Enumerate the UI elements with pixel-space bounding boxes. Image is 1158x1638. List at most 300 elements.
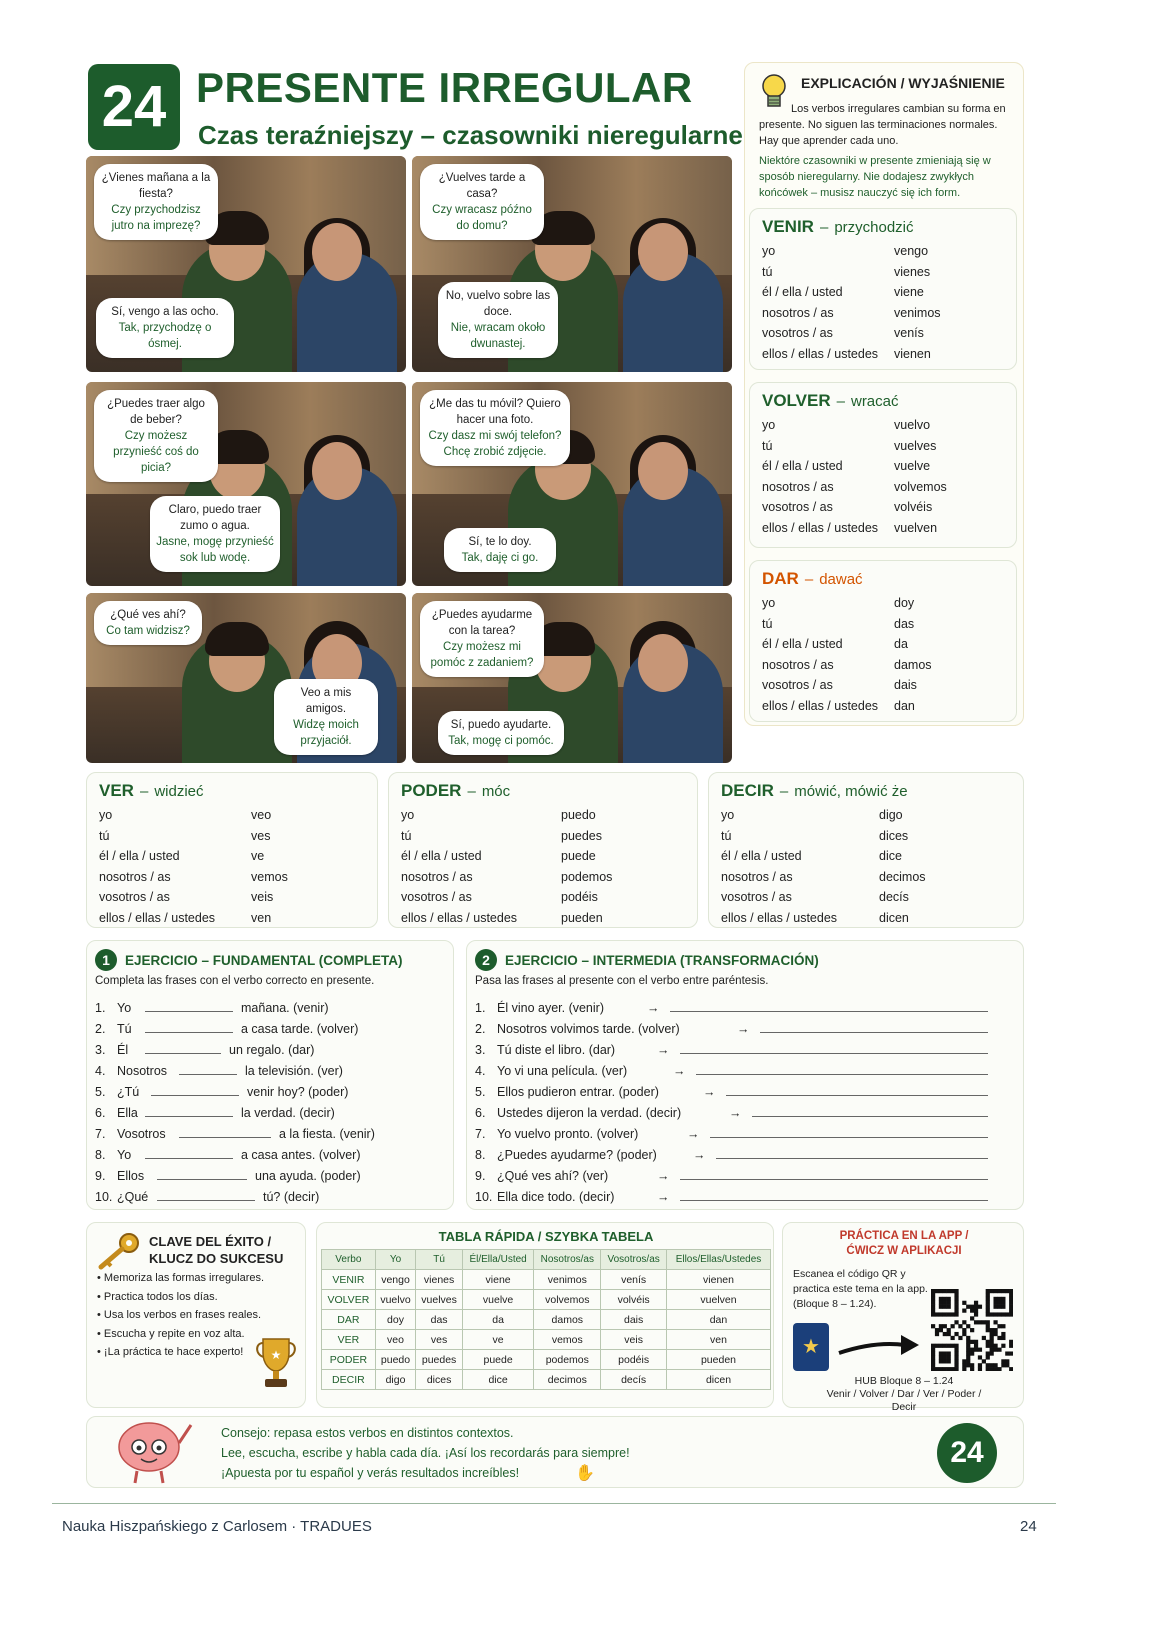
verb-translation: przychodzić (834, 219, 914, 236)
answer-blank[interactable] (680, 1191, 988, 1201)
trophy-icon (253, 1335, 299, 1391)
speech-bubble-answer (274, 679, 378, 755)
key-icon (95, 1231, 141, 1271)
quick-table-cell: vienes (416, 1270, 463, 1290)
quick-table-cell: decimos (534, 1370, 601, 1390)
quick-table-cell: vuelven (666, 1290, 770, 1310)
quick-table-cell: das (416, 1310, 463, 1330)
exercise-2-item (475, 1148, 988, 1162)
bubble-es-text: Claro, puedo traer zumo o agua. (168, 504, 262, 532)
item-number: 2. (475, 1022, 486, 1036)
quick-table-cell: vengo (375, 1270, 416, 1290)
quick-table-header: Él/Ella/Usted (462, 1250, 533, 1270)
quick-table-cell: venís (601, 1270, 667, 1290)
speech-bubble-question (94, 601, 202, 645)
form-column (561, 805, 612, 928)
girl-head (312, 442, 362, 500)
bubble-pl-text: Nie, wracam około dwunastej. (450, 322, 546, 350)
person-column (401, 805, 517, 928)
bubble-es-text: Sí, puedo ayudarte. (450, 719, 552, 731)
item-rest: a casa tarde. (volver) (241, 1022, 359, 1036)
comic-panel (86, 593, 406, 763)
item-number: 3. (475, 1043, 486, 1057)
quick-table-cell: vuelve (462, 1290, 533, 1310)
exercise-1-item (95, 1043, 314, 1057)
quick-table-cell: vuelves (416, 1290, 463, 1310)
item-sentence: ¿Qué ves ahí? (ver) (497, 1169, 609, 1183)
footer-left: Nauka Hiszpańskiego z Carlosem · TRADUES (62, 1518, 372, 1535)
quick-table-cell: veis (601, 1330, 667, 1350)
item-subject: Él (117, 1043, 129, 1057)
exercise-2-item (475, 1022, 988, 1036)
exercise-2-item (475, 1001, 988, 1015)
page-title: PRESENTE IRREGULAR (196, 64, 693, 111)
person-label: yo (762, 244, 776, 258)
item-number: 7. (95, 1127, 106, 1141)
answer-blank[interactable] (145, 1107, 233, 1117)
item-sentence: Nosotros volvimos tarde. (volver) (497, 1022, 680, 1036)
quick-table-cell: pueden (666, 1350, 770, 1370)
verb-heading (762, 569, 863, 589)
person-label: ellos / ellas / ustedes (99, 910, 216, 925)
person-label: él / ella / usted (762, 637, 843, 651)
verb-form: dice (879, 849, 902, 863)
verb-form: volvéis (894, 500, 933, 514)
form-column (894, 415, 947, 538)
quick-table-cell: dicen (666, 1370, 770, 1390)
item-number: 8. (475, 1148, 486, 1162)
quick-table-cell: decís (601, 1370, 667, 1390)
verb-dash: – (139, 783, 149, 800)
comic-panel (86, 382, 406, 586)
verb-translation: dawać (819, 571, 863, 588)
quick-table-row (322, 1290, 771, 1310)
verb-form: pueden (561, 910, 603, 925)
verb-form: puedo (561, 808, 596, 822)
item-number: 10. (475, 1190, 493, 1204)
person-label: vosotros / as (721, 890, 792, 904)
quick-table-row (322, 1310, 771, 1330)
verb-form: vienes (894, 264, 931, 279)
exercise-2-item (475, 1169, 988, 1183)
verb-card-venir (749, 208, 1017, 370)
bubble-es-text: ¿Vienes mañana a la fiesta? (101, 172, 211, 200)
verb-card-ver (86, 772, 378, 928)
form-column (879, 805, 926, 928)
verb-dash: – (836, 393, 845, 410)
bubble-es-text: Sí, vengo a las ocho. (111, 306, 219, 318)
person-label: él / ella / usted (721, 849, 802, 863)
item-number: 10. (95, 1190, 113, 1204)
quick-table-cell: da (462, 1310, 533, 1330)
item-number: 3. (95, 1043, 106, 1057)
item-subject: ¿Tú (117, 1085, 140, 1099)
item-number: 8. (95, 1148, 106, 1162)
person-label: tú (762, 264, 773, 279)
tip-banner (86, 1416, 1024, 1488)
bubble-pl-text: Czy możesz mi pomóc z zadaniem? (430, 641, 534, 669)
verb-form: das (894, 616, 915, 631)
exercise-1-item (95, 1085, 348, 1099)
exercise-2-card (466, 940, 1024, 1210)
person-label: yo (99, 808, 113, 822)
quick-table-cell: puedes (416, 1350, 463, 1370)
person-label: él / ella / usted (762, 285, 843, 299)
bubble-pl-text: Tak, mogę ci pomóc. (448, 735, 554, 747)
quick-table-cell: damos (534, 1310, 601, 1330)
answer-blank[interactable] (145, 1002, 233, 1012)
item-sentence: Ellos pudieron entrar. (poder) (497, 1085, 659, 1099)
success-title-es: CLAVE DEL ÉXITO / (149, 1234, 272, 1249)
verb-heading (762, 391, 899, 411)
answer-blank[interactable] (680, 1044, 988, 1054)
bubble-es-text: No, vuelvo sobre las doce. (445, 290, 551, 318)
answer-blank[interactable] (145, 1044, 221, 1054)
item-sentence: Ella dice todo. (decir) (497, 1190, 615, 1204)
verb-form: puedes (561, 828, 603, 843)
arrow-icon (835, 1331, 921, 1361)
item-number: 6. (95, 1106, 106, 1120)
exercise-1-item (95, 1190, 319, 1204)
item-rest: tú? (decir) (263, 1190, 320, 1204)
verb-form: veis (251, 890, 274, 904)
exercise-1-item (95, 1127, 375, 1141)
exercise-1-card (86, 940, 454, 1210)
quick-table-cell: puede (462, 1350, 533, 1370)
person-label: nosotros / as (401, 869, 473, 884)
item-number: 9. (95, 1169, 106, 1183)
person-label: tú (762, 616, 773, 631)
app-card (782, 1222, 1024, 1413)
app-text: Escanea el código QR y practica este tema en la app. (Bloque 8 – 1.24). (793, 1268, 928, 1310)
verb-form: puede (561, 849, 596, 863)
speech-bubble-question (420, 390, 570, 466)
success-tip: • Usa los verbos en frases reales. (97, 1306, 297, 1325)
item-number: 7. (475, 1127, 486, 1141)
arrow-icon: → (657, 1190, 670, 1204)
item-sentence: Él vino ayer. (venir) (497, 1001, 604, 1015)
exercise-2-item (475, 1043, 988, 1057)
person-label: ellos / ellas / ustedes (762, 520, 879, 535)
item-subject: Tú (117, 1022, 132, 1036)
quick-table-cell: vuelvo (375, 1290, 416, 1310)
verb-form: vienen (894, 346, 931, 361)
verb-form: vengo (894, 244, 929, 258)
success-tip: • Escucha y repite en voz alta. (97, 1325, 297, 1344)
item-sentence: Ustedes dijeron la verdad. (decir) (497, 1106, 682, 1120)
verb-form: digo (879, 808, 903, 822)
verb-name: DECIR (721, 781, 774, 800)
bubble-es-text: ¿Qué ves ahí? (110, 609, 186, 621)
quick-table-cell: dan (666, 1310, 770, 1330)
quick-table-header: Nosotros/as (534, 1250, 601, 1270)
svg-text:★: ★ (270, 1348, 282, 1362)
item-subject: Yo (117, 1148, 132, 1162)
person-label: vosotros / as (401, 890, 472, 904)
quick-table-cell: DAR (322, 1310, 376, 1330)
quick-table-cell: vemos (534, 1330, 601, 1350)
person-label: nosotros / as (762, 479, 834, 494)
item-number: 1. (95, 1001, 106, 1015)
verb-card-volver (749, 382, 1017, 548)
answer-blank[interactable] (710, 1128, 988, 1138)
quick-table-cell: PODER (322, 1350, 376, 1370)
verb-name: PODER (401, 781, 462, 800)
item-number: 1. (475, 1001, 486, 1015)
answer-blank[interactable] (157, 1170, 247, 1180)
quick-table-cell: venimos (534, 1270, 601, 1290)
verb-form: vemos (251, 869, 288, 884)
item-rest: mañana. (venir) (241, 1001, 329, 1015)
bubble-pl-text: Czy przychodzisz jutro na imprezę? (111, 204, 201, 232)
verb-form: veo (251, 808, 272, 822)
verb-form: dais (894, 678, 917, 692)
verb-heading (762, 217, 914, 237)
verb-form: dan (894, 698, 915, 713)
quick-table-cell: podéis (601, 1350, 667, 1370)
item-subject: ¿Qué (117, 1190, 149, 1204)
speech-bubble-answer (444, 528, 556, 572)
person-label: tú (721, 828, 732, 843)
person-label: vosotros / as (762, 500, 833, 514)
lesson-number-badge: 24 (88, 64, 180, 150)
tip-line-1: Consejo: repasa estos verbos en distintos contextos. (221, 1426, 514, 1440)
bubble-es-text: ¿Vuelves tarde a casa? (438, 172, 526, 200)
verb-card-dar (749, 560, 1017, 722)
person-label: nosotros / as (99, 869, 171, 884)
exercise-2-number: 2 (475, 949, 497, 971)
quick-table-cell: VER (322, 1330, 376, 1350)
verb-name: DAR (762, 569, 799, 588)
answer-blank[interactable] (726, 1086, 988, 1096)
footer-divider (52, 1503, 1056, 1504)
success-tip: • Memoriza las formas irregulares. (97, 1269, 297, 1288)
person-column (99, 805, 215, 928)
item-number: 5. (475, 1085, 486, 1099)
person-column (762, 593, 878, 716)
item-number: 9. (475, 1169, 486, 1183)
exercise-1-item (95, 1106, 335, 1120)
person-label: tú (99, 828, 110, 843)
exercise-1-item (95, 1022, 358, 1036)
tip-line-2: Lee, escucha, escribe y habla cada día. ¡Así los recordarás para siempre! (221, 1446, 630, 1460)
answer-blank[interactable] (179, 1128, 271, 1138)
answer-blank[interactable] (179, 1065, 237, 1075)
exercise-2-instruction: Pasa las frases al presente con el verbo entre paréntesis. (475, 975, 769, 987)
bubble-es-text: ¿Puedes traer algo de beber? (107, 398, 205, 426)
form-column (894, 593, 932, 716)
quick-table-cell: VENIR (322, 1270, 376, 1290)
arrow-icon: → (737, 1022, 750, 1036)
verb-heading (721, 781, 908, 801)
answer-blank[interactable] (151, 1086, 239, 1096)
comic-panel (86, 156, 406, 372)
person-label: ellos / ellas / ustedes (721, 910, 838, 925)
quick-table-header: Ellos/Ellas/Ustedes (666, 1250, 770, 1270)
arrow-icon: → (657, 1043, 670, 1057)
quick-table-cell: ves (416, 1330, 463, 1350)
answer-blank[interactable] (145, 1023, 233, 1033)
success-title-pl: KLUCZ DO SUKCESU (149, 1251, 284, 1266)
quick-table-cell: dais (601, 1310, 667, 1330)
footer-page-number: 24 (1020, 1518, 1037, 1535)
verb-form: venís (894, 326, 924, 340)
item-rest: a casa antes. (volver) (241, 1148, 361, 1162)
quick-table-row (322, 1270, 771, 1290)
verb-form: venimos (894, 305, 941, 320)
exercise-1-number: 1 (95, 949, 117, 971)
arrow-icon: → (703, 1085, 716, 1099)
exercise-1-item (95, 1169, 361, 1183)
success-card (86, 1222, 306, 1408)
exercise-2-item (475, 1190, 988, 1204)
qr-code-icon[interactable] (931, 1289, 1013, 1371)
verb-translation: móc (481, 783, 511, 800)
bubble-pl-text: Co tam widzisz? (106, 625, 190, 637)
quick-table-cell: volvéis (601, 1290, 667, 1310)
bubble-pl-text: Widzę moich przyjaciół. (293, 719, 359, 747)
quick-table-header: Tú (416, 1250, 463, 1270)
answer-blank[interactable] (760, 1023, 988, 1033)
person-label: él / ella / usted (762, 459, 843, 473)
quick-table-cell: volvemos (534, 1290, 601, 1310)
quick-table-cell: dice (462, 1370, 533, 1390)
quick-table-header: Yo (375, 1250, 416, 1270)
person-label: tú (762, 438, 773, 453)
person-label: vosotros / as (99, 890, 170, 904)
speech-bubble-question (420, 164, 544, 240)
verb-form: decimos (879, 869, 926, 884)
verb-name: VER (99, 781, 134, 800)
bubble-pl-text: Czy dasz mi swój telefon? Chcę zrobić zdjęcie. (428, 430, 562, 458)
person-label: nosotros / as (762, 305, 834, 320)
item-sentence: Tú diste el libro. (dar) (497, 1043, 616, 1057)
quick-table-header: Vosotros/as (601, 1250, 667, 1270)
person-label: él / ella / usted (99, 849, 180, 863)
answer-blank[interactable] (145, 1149, 233, 1159)
verb-dash: – (779, 783, 789, 800)
person-column (721, 805, 837, 928)
exercise-2-title: EJERCICIO – INTERMEDIA (TRANSFORMACIÓN) (505, 953, 819, 968)
person-label: vosotros / as (762, 326, 833, 340)
bubble-es-text: Veo a mis amigos. (300, 687, 352, 715)
answer-blank[interactable] (680, 1170, 988, 1180)
speech-bubble-question (94, 164, 218, 240)
arrow-icon: → (647, 1001, 660, 1015)
tip-number-badge: 24 (937, 1423, 997, 1483)
exercise-1-title: EJERCICIO – FUNDAMENTAL (COMPLETA) (125, 953, 403, 968)
answer-blank[interactable] (670, 1002, 988, 1012)
bubble-pl-text: Czy wracasz późno do domu? (432, 204, 532, 232)
speech-bubble-answer (438, 282, 558, 358)
speech-bubble-answer (96, 298, 234, 358)
success-tip: • Practica todos los días. (97, 1288, 297, 1307)
person-label: yo (721, 808, 735, 822)
person-label: nosotros / as (721, 869, 793, 884)
verb-form: damos (894, 657, 932, 672)
quick-table-row (322, 1330, 771, 1350)
verb-form: ves (251, 828, 271, 843)
arrow-icon: → (657, 1169, 670, 1183)
quick-table-cell: digo (375, 1370, 416, 1390)
answer-blank[interactable] (696, 1065, 988, 1075)
item-number: 2. (95, 1022, 106, 1036)
quick-table-cell: ve (462, 1330, 533, 1350)
explanation-title: EXPLICACIÓN / WYJAŚNIENIE (801, 75, 1005, 91)
quick-table-header: Verbo (322, 1250, 376, 1270)
answer-blank[interactable] (752, 1107, 988, 1117)
verb-heading (99, 781, 204, 801)
verb-form: decís (879, 890, 909, 904)
bubble-pl-text: Czy możesz przynieść coś do picia? (113, 430, 199, 474)
form-column (251, 805, 288, 928)
comic-panel (412, 382, 732, 586)
success-tip: • ¡La práctica te hace experto! (97, 1343, 297, 1362)
quick-table-cell: viene (462, 1270, 533, 1290)
app-title-pl: ĆWICZ W APLIKACJI (846, 1245, 962, 1257)
explanation-pl: Niektóre czasowniki w presente zmieniają się w sposób nieregularny. Nie dodajesz zwykłych końcówek – musisz nauczyć się ich form. (759, 155, 991, 199)
arrow-icon: → (673, 1064, 686, 1078)
verb-translation: mówić, mówić że (794, 783, 908, 800)
item-sentence: Yo vi una película. (ver) (497, 1064, 628, 1078)
item-subject: Ellos (117, 1169, 145, 1183)
exercise-2-item (475, 1127, 988, 1141)
quick-table-cell: vienen (666, 1270, 770, 1290)
item-rest: un regalo. (dar) (229, 1043, 315, 1057)
verb-card-decir (708, 772, 1024, 928)
answer-blank[interactable] (716, 1149, 988, 1159)
verb-form: dices (879, 828, 909, 843)
verb-dash: – (804, 571, 814, 588)
verb-form: volvemos (894, 479, 947, 494)
item-sentence: ¿Puedes ayudarme? (poder) (497, 1148, 657, 1162)
bubble-es-text: Sí, te lo doy. (468, 536, 532, 548)
verb-dash: – (467, 783, 476, 800)
quick-table (321, 1249, 771, 1390)
app-hub: HUB Bloque 8 – 1.24 (854, 1375, 954, 1387)
quick-table-cell: dices (416, 1370, 463, 1390)
verb-form: vuelvo (894, 418, 931, 432)
verb-heading (401, 781, 510, 801)
verb-form: doy (894, 596, 915, 610)
tip-line-3: ¡Apuesta por tu español y verás resultados increíbles! (221, 1466, 520, 1480)
person-label: tú (401, 828, 412, 843)
comic-panel (412, 593, 732, 763)
exercise-1-instruction: Completa las frases con el verbo correcto en presente. (95, 975, 375, 987)
answer-blank[interactable] (157, 1191, 255, 1201)
app-book-icon (791, 1321, 831, 1373)
speech-bubble-question (420, 601, 544, 677)
item-number: 5. (95, 1085, 106, 1099)
app-title-es: PRÁCTICA EN LA APP / (839, 1230, 969, 1242)
person-label: nosotros / as (762, 657, 834, 672)
quick-table-cell: VOLVER (322, 1290, 376, 1310)
flexed-arm-icon: ✋ (575, 1465, 595, 1482)
quick-table-cell: podemos (534, 1350, 601, 1370)
arrow-icon: → (687, 1127, 700, 1141)
exercise-2-item (475, 1106, 988, 1120)
verb-form: vuelve (894, 459, 931, 473)
exercise-1-item (95, 1148, 361, 1162)
person-label: vosotros / as (762, 678, 833, 692)
bubble-pl-text: Tak, daję ci go. (461, 552, 539, 564)
quick-table-title: TABLA RÁPIDA / SZYBKA TABELA (438, 1229, 654, 1244)
girl-head (312, 223, 362, 281)
quick-table-cell: ven (666, 1330, 770, 1350)
item-subject: Vosotros (117, 1127, 166, 1141)
person-label: ellos / ellas / ustedes (762, 698, 879, 713)
girl-head (638, 634, 688, 692)
